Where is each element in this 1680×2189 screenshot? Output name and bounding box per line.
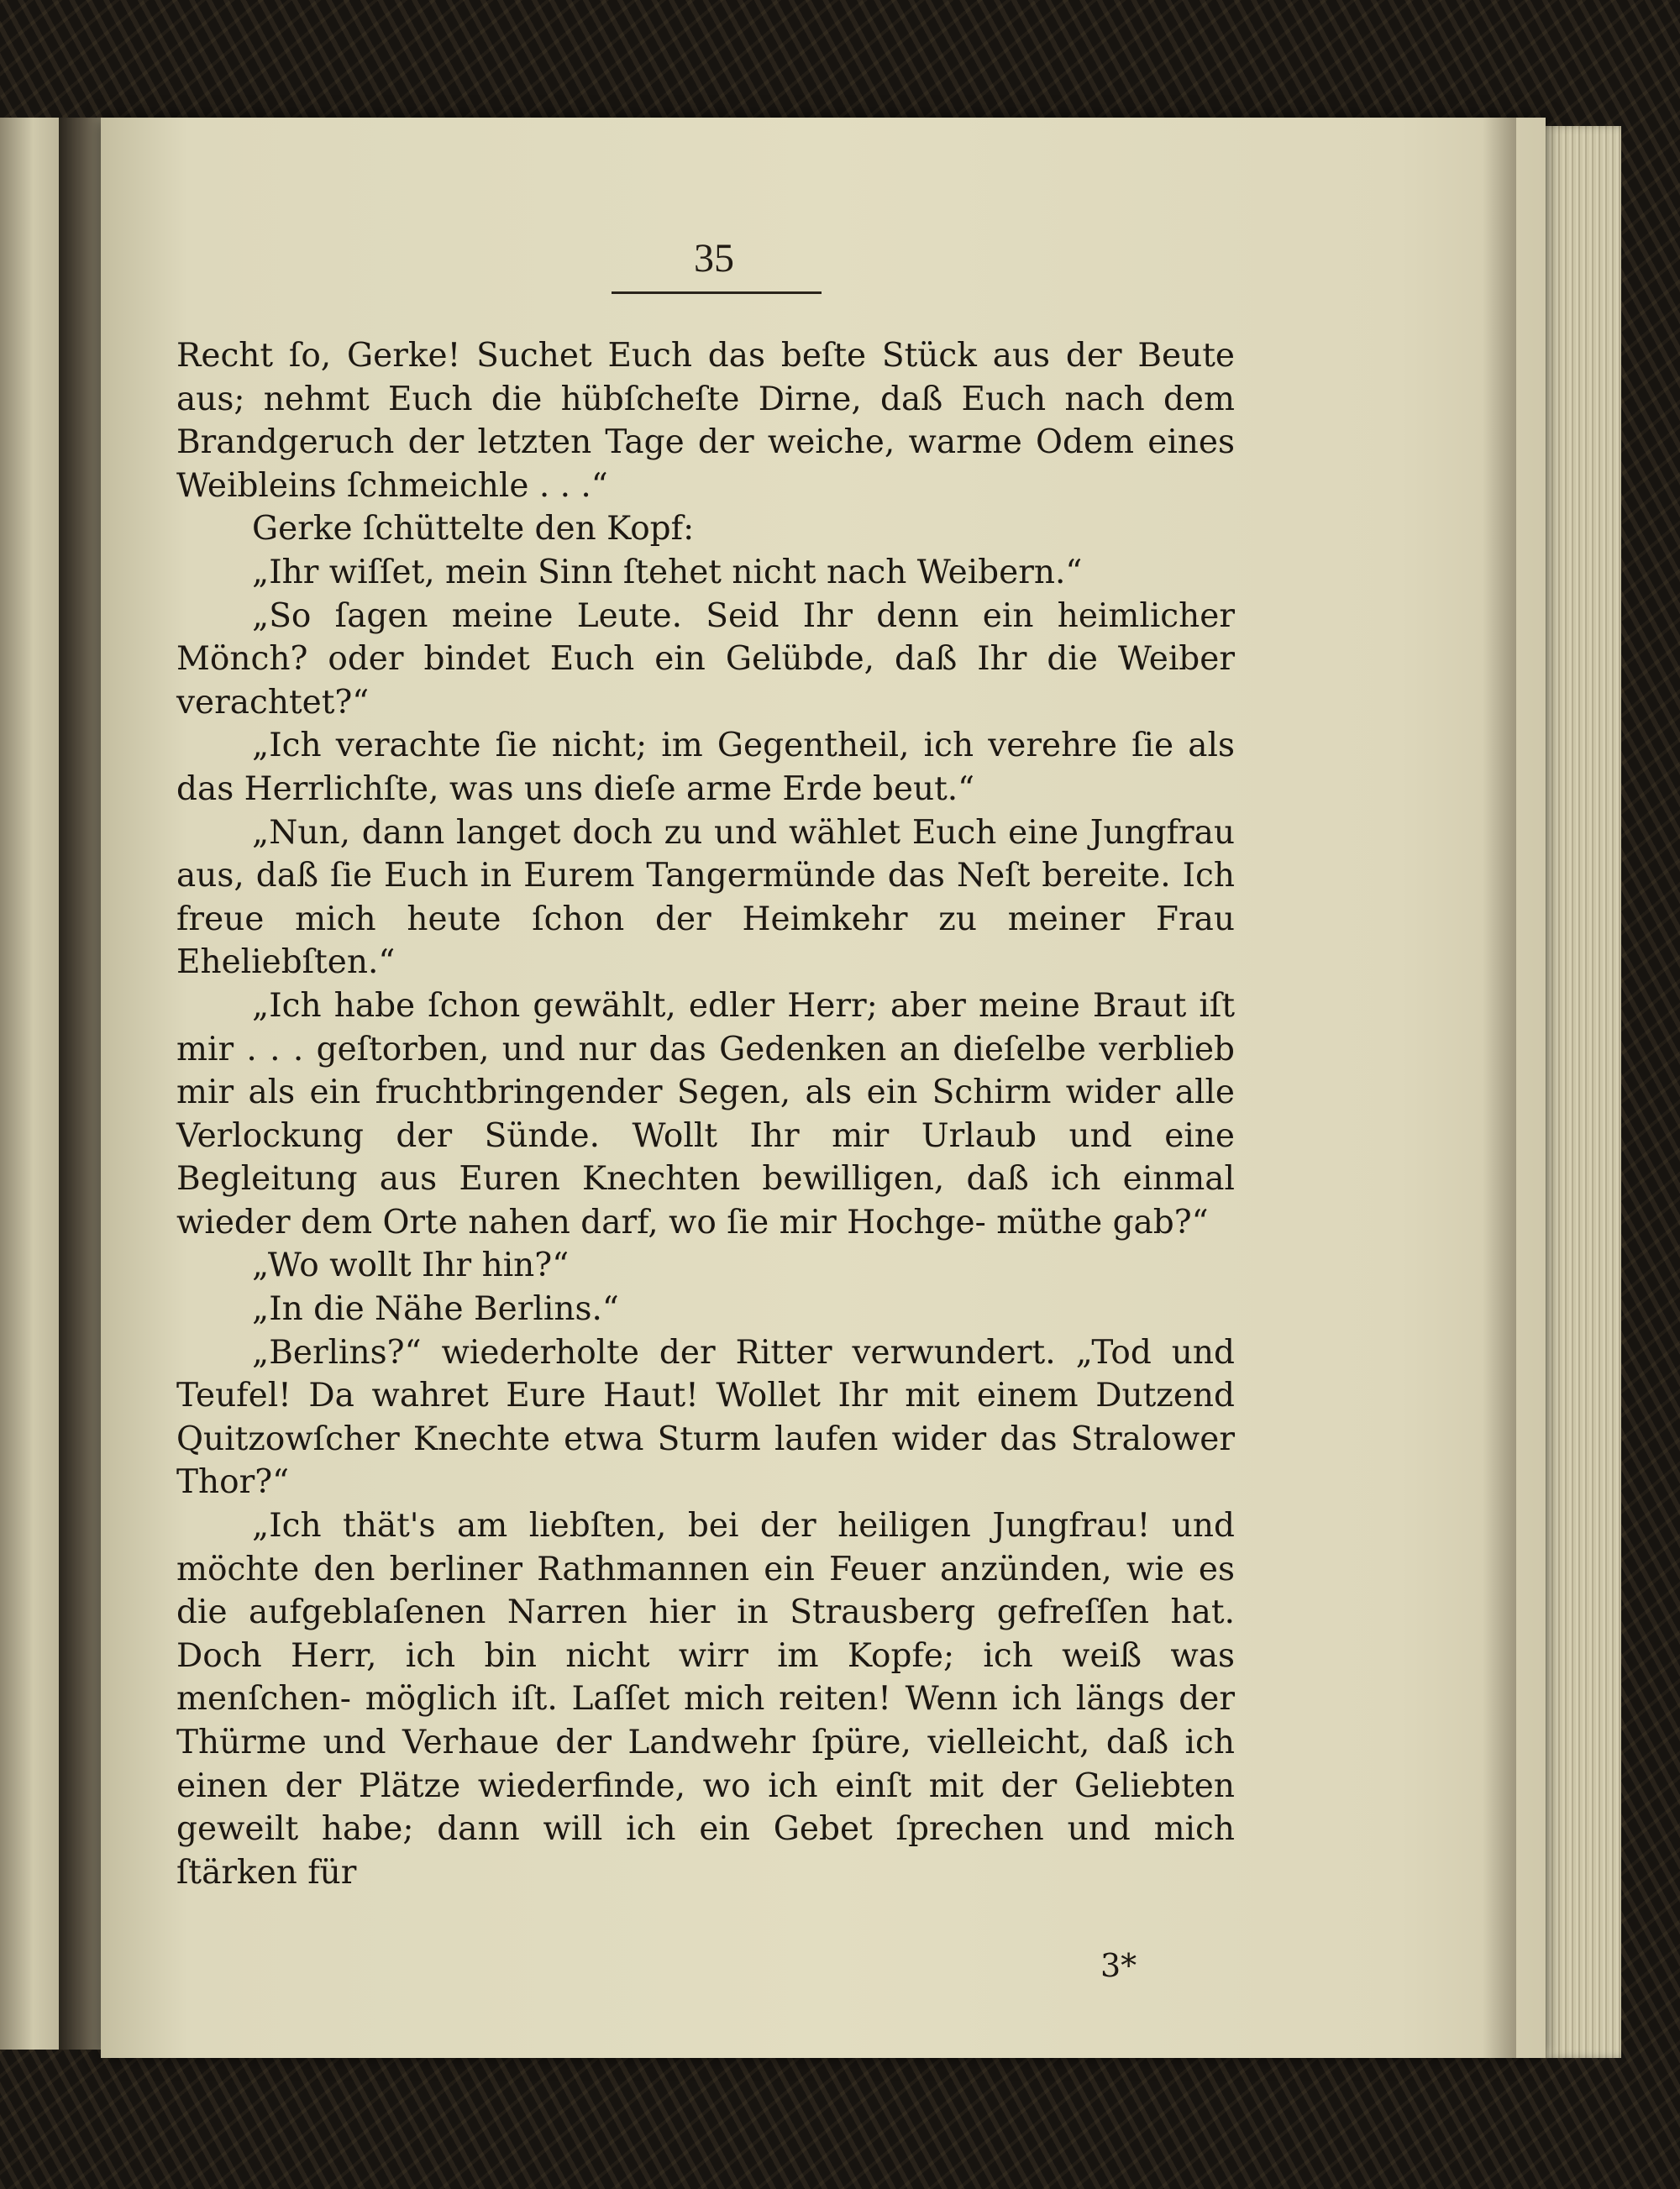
paragraph: „Ich habe ſchon gewählt, edler Herr; aber meine Braut iſt mir . . . geſtorben, und nur das Gedenken an dieſelbe verblieb mir als ein fruchtbringender Segen, als ein Schirm wider alle Verlockung der Sünde. Wollt Ihr mir Urlaub und eine Begleitung aus Euren Knechten bewilligen, daß ich einmal wieder dem Orte nahen darf, wo ſie mir Hochge- müthe gab?“ [176,986,1235,1241]
left-page-edge [0,118,60,2050]
body-text [176,334,1235,1894]
paragraph: „Ich verachte ſie nicht; im Gegentheil, ich verehre ſie als das Herrlichſte, was uns dieſe arme Erde beut.“ [176,727,1235,808]
page-number: 35 [694,236,734,281]
paragraph: „So ſagen meine Leute. Seid Ihr denn ein heimlicher Mönch? oder bindet Euch ein Gelübde, daß Ihr die Weiber verachtet?“ [176,596,1235,722]
printer-signature-mark: 3* [1100,1947,1137,1984]
paragraph: „Ich thät's am liebſten, bei der heiligen Jungfrau! und möchte den berliner Rathmannen ein Feuer anzünden, wie es die aufgeblaſenen Narren hier in Strausberg gefreſſen hat. Doch Herr, ich bin nicht wirr im Kopfe; ich weiß was menſchen- möglich iſt. Laſſet mich reiten! Wenn ich längs der Thürme und Verhaue der Landwehr ſpüre, vielleicht, daß ich einen der Plätze wiederfinde, wo ich einſt mit der Geliebten geweilt habe; dann will ich ein Gebet ſprechen und mich ſtärken für [176,1507,1235,1892]
header-rule [612,291,822,294]
paragraph: Gerke ſchüttelte den Kopf: [252,510,695,549]
paragraph: „Wo wollt Ihr hin?“ [252,1247,570,1285]
page-edge-shadow [1483,118,1516,2058]
paragraph: „In die Nähe Berlins.“ [252,1290,619,1329]
paragraph: „Nun, dann langet doch zu und wählet Euch eine Jungfrau aus, daß ſie Euch in Eurem Tangermünde das Neſt bereite. Ich freue mich heute ſchon der Heimkehr zu meiner Frau Eheliebſten.“ [176,813,1235,982]
paragraph: Recht ſo, Gerke! Suchet Euch das beſte Stück aus der Beute aus; nehmt Euch die hübſcheſte Dirne, daß Euch nach dem Brandgeruch der letzten Tage der weiche, warme Odem eines Weibleins ſchmeichle . . .“ [176,337,1235,505]
paragraph: „Berlins?“ wiederholte der Ritter verwundert. „Tod und Teufel! Da wahret Eure Haut! Wollet Ihr mit einem Dutzend Quitzowſcher Knechte etwa Sturm laufen wider das Stralower Thor?“ [176,1333,1235,1502]
paragraph: „Ihr wiſſet, mein Sinn ſtehet nicht nach Weibern.“ [252,553,1083,591]
book-gutter [59,118,102,2050]
